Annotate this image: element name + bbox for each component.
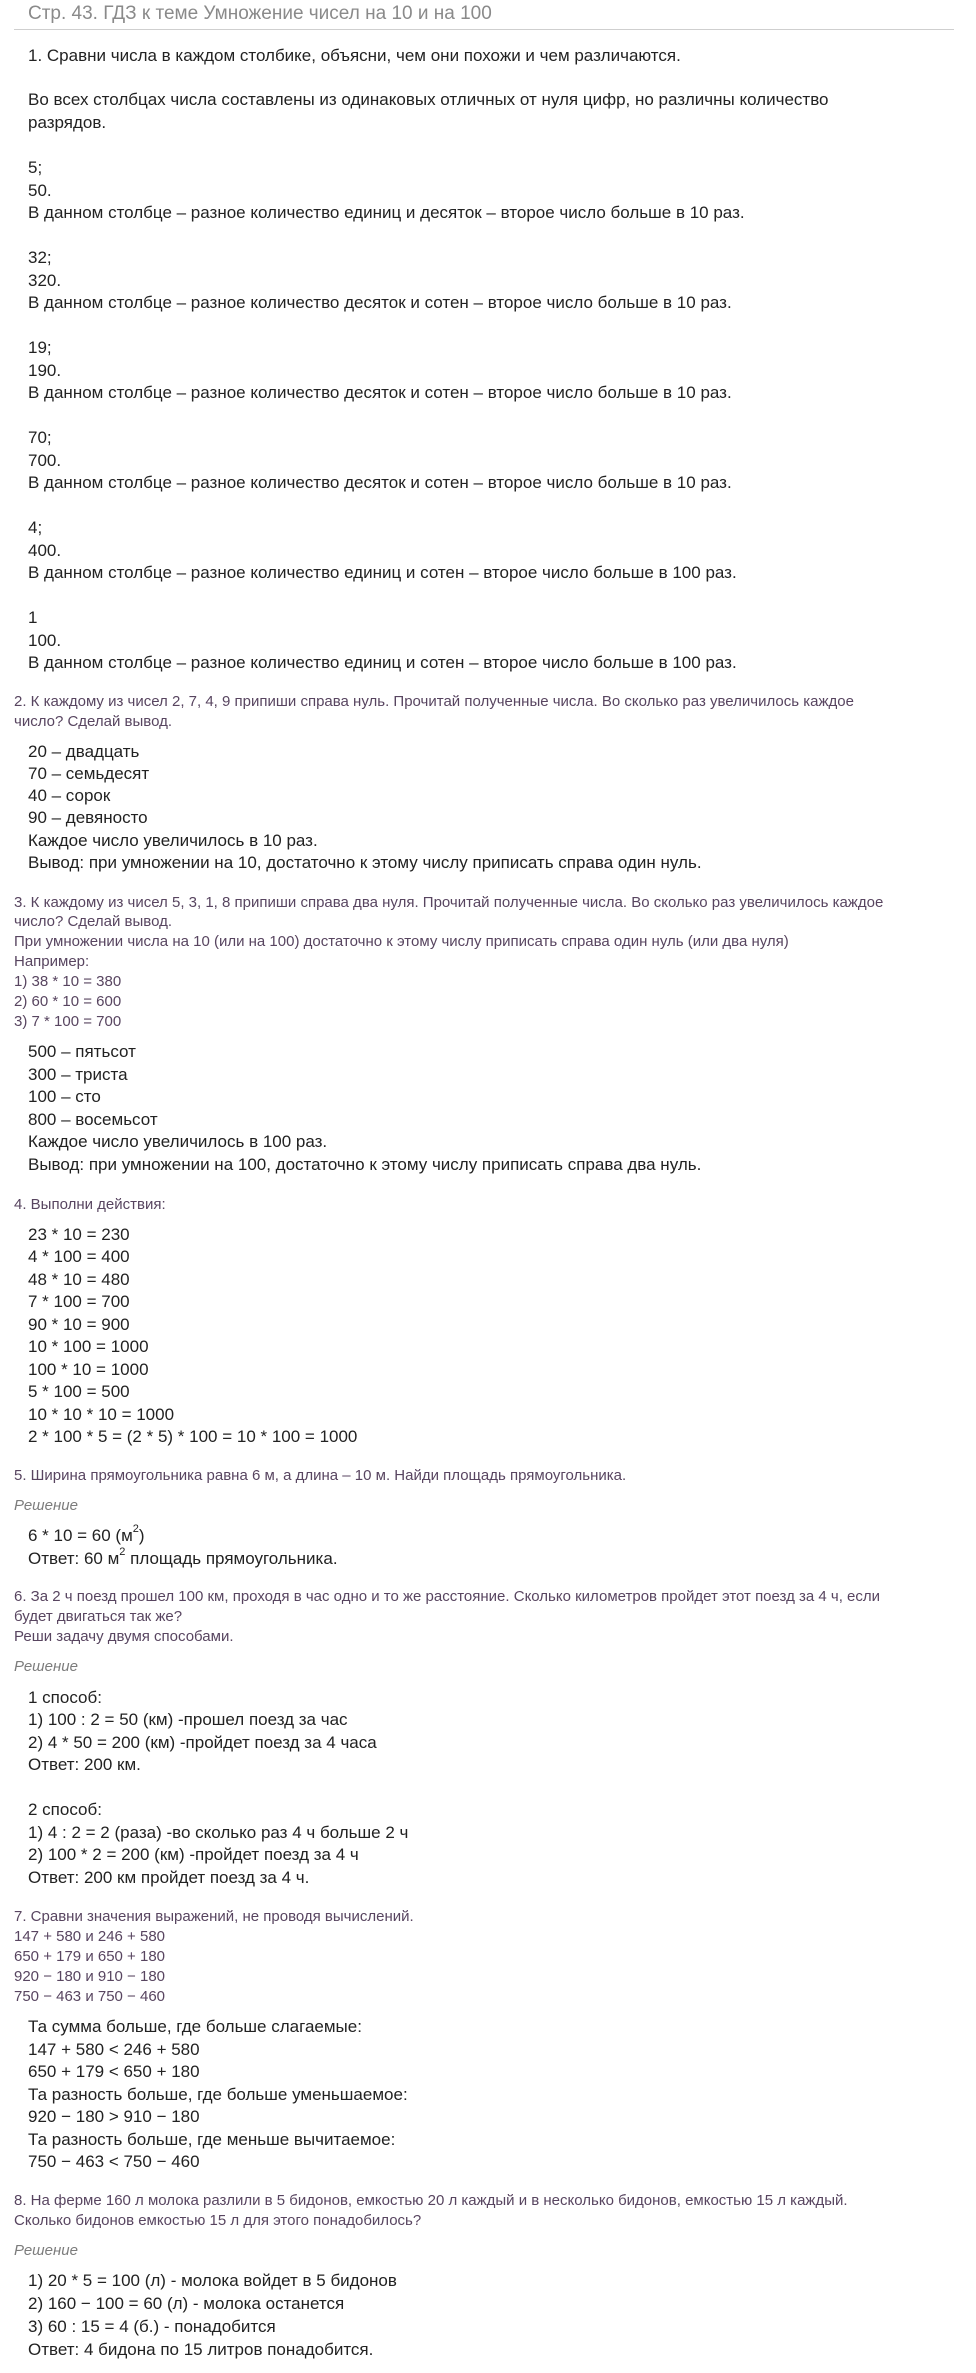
line-text: В данном столбце – разное количество единиц и сотен – второе число больше в 100 раз. [28, 563, 737, 582]
line-text: 5. Ширина прямоугольника равна 6 м, а длина – 10 м. Найди площадь прямоугольника. [14, 1467, 627, 1484]
answer-line [28, 271, 61, 291]
answer-line [28, 742, 139, 762]
line-text: Ответ: 60 м [28, 1549, 120, 1568]
line-text: 10 * 100 = 1000 [28, 1337, 149, 1356]
line-text: 920 − 180 > 910 − 180 [28, 2107, 200, 2126]
line-text: Ответ: 200 км. [28, 1755, 141, 1774]
line-text: 70; [28, 428, 52, 447]
line-text: 3. К каждому из чисел 5, 3, 1, 8 припиши справа два нуля. Прочитай полученные числа. Во сколько раз увеличилось каждое [14, 894, 884, 911]
task-text [14, 1988, 165, 2005]
line-text: В данном столбце – разное количество десяток и сотен – второе число больше в 10 раз. [28, 293, 732, 312]
line-text: Во всех столбцах числа составлены из одинаковых отличных от нуля цифр, но различны количество [28, 90, 829, 109]
answer-line [28, 2017, 362, 2037]
line-text: 100 * 10 = 1000 [28, 1360, 149, 1379]
answer-line [28, 1225, 130, 1245]
line-text: 19; [28, 338, 52, 357]
answer-line [28, 1688, 102, 1708]
line-text: 90 * 10 = 900 [28, 1315, 130, 1334]
line-text: Например: [14, 953, 90, 970]
line-text: Решение [14, 1658, 78, 1675]
answer-line [28, 653, 737, 673]
line-text: Решение [14, 2242, 78, 2259]
line-text: Реши задачу двумя способами. [14, 1628, 234, 1645]
page-title: Стр. 43. ГДЗ к теме Умножение чисел на 10 и на 100 [28, 3, 492, 24]
line-text: 40 – сорок [28, 786, 111, 805]
line-text: В данном столбце – разное количество единиц и сотен – второе число больше в 100 раз. [28, 653, 737, 672]
answer-line [28, 764, 149, 784]
answer-line [28, 608, 37, 628]
answer-line [28, 383, 732, 403]
line-text: В данном столбце – разное количество единиц и десяток – второе число больше в 10 раз. [28, 203, 745, 222]
line-text: 5; [28, 158, 43, 177]
answer-line [28, 1733, 377, 1753]
line-text: 100. [28, 631, 62, 650]
line-text: 1 [28, 608, 38, 627]
line-text: Ответ: 4 бидона по 15 литров понадобится. [28, 2340, 374, 2359]
answer-line [28, 2085, 408, 2105]
task-text [14, 1628, 234, 1645]
line-text: 1) 20 * 5 = 100 (л) - молока войдет в 5 бидонов [28, 2271, 397, 2290]
answer-line [28, 2107, 200, 2127]
line-text: 2 * 100 * 5 = (2 * 5) * 100 = 10 * 100 = 1000 [28, 1427, 358, 1446]
task-text [14, 713, 172, 730]
answer-line [28, 541, 61, 561]
task-text [14, 933, 789, 950]
line-text: 300 – триста [28, 1065, 128, 1084]
answer-line [28, 203, 745, 223]
line-text: 70 – семьдесят [28, 764, 150, 783]
line-text: 147 + 580 и 246 + 580 [14, 1928, 166, 1945]
answer-line [28, 1755, 141, 1775]
answer-line [28, 1337, 149, 1357]
line-text: 2) 100 * 2 = 200 (км) -пройдет поезд за 4 ч [28, 1845, 359, 1864]
answer-line [28, 361, 61, 381]
answer-line [28, 1800, 102, 1820]
answer-line [28, 1315, 130, 1335]
line-text: 3) 60 : 15 = 4 (б.) - понадобится [28, 2317, 276, 2336]
answer-line [28, 1546, 338, 1569]
task-text [14, 1608, 182, 1625]
task-text [14, 1948, 165, 1965]
answer-line [28, 1823, 408, 1843]
line-text: разрядов. [28, 113, 107, 132]
line-text: 48 * 10 = 480 [28, 1270, 130, 1289]
task-text [14, 1908, 414, 1925]
task-text [14, 913, 172, 930]
answer-line [28, 1382, 130, 1402]
answer-line [28, 2062, 200, 2082]
task-text [14, 993, 121, 1010]
answer-line [28, 428, 52, 448]
task-text [14, 1196, 166, 1213]
line-text: 8. На ферме 160 л молока разлили в 5 бидонов, емкостью 20 л каждый и в несколько бидонов, емкостью 15 л каждый. [14, 2192, 848, 2209]
line-text: 147 + 580 < 246 + 580 [28, 2040, 200, 2059]
line-text: 920 − 180 и 910 − 180 [14, 1968, 166, 1985]
line-text: 650 + 179 < 650 + 180 [28, 2062, 200, 2081]
task-text [14, 1013, 121, 1030]
task-text [14, 1968, 165, 1985]
answer-line [28, 563, 737, 583]
answer-line [28, 2130, 395, 2150]
line-text: 7. Сравни значения выражений, не проводя вычислений. [14, 1908, 414, 1925]
answer-line [28, 808, 148, 828]
line-text: 10 * 10 * 10 = 1000 [28, 1405, 175, 1424]
line-text: 90 – девяносто [28, 808, 148, 827]
answer-line [28, 631, 61, 651]
solution-label [14, 1497, 78, 1514]
line-text: 800 – восемьсот [28, 1110, 158, 1129]
line-text: Сколько бидонов емкостью 15 л для этого понадобилось? [14, 2212, 422, 2229]
line-text: 650 + 179 и 650 + 180 [14, 1948, 166, 1965]
answer-line [28, 1523, 145, 1546]
line-text: Та разность больше, где больше уменьшаемое: [28, 2085, 408, 2104]
answer-line [28, 1270, 130, 1290]
answer-line [28, 1042, 136, 1062]
answer-line [28, 473, 732, 493]
line-text: число? Сделай вывод. [14, 713, 173, 730]
task-text [14, 1928, 165, 1945]
line-text: 23 * 10 = 230 [28, 1225, 130, 1244]
line-text: 2) 4 * 50 = 200 (км) -пройдет поезд за 4 часа [28, 1733, 377, 1752]
answer-line [28, 338, 52, 358]
answer-line [28, 1065, 128, 1085]
answer-line [28, 1845, 359, 1865]
line-text: Решение [14, 1497, 78, 1514]
task-text [14, 693, 854, 710]
line-text: 190. [28, 361, 62, 380]
answer-line [28, 1110, 158, 1130]
answer-line [28, 1360, 149, 1380]
line-text: 5 * 100 = 500 [28, 1382, 130, 1401]
task-text [14, 2192, 848, 2209]
answer-line [28, 90, 829, 110]
line-text: 700. [28, 451, 62, 470]
line-text: 1) 4 : 2 = 2 (раза) -во сколько раз 4 ч больше 2 ч [28, 1823, 409, 1842]
line-text: 750 − 463 < 750 − 460 [28, 2152, 200, 2171]
answer-line [28, 181, 52, 201]
line-text: Та сумма больше, где больше слагаемые: [28, 2017, 362, 2036]
answer-line [28, 1868, 309, 1888]
answer-line [28, 46, 681, 66]
line-text: 2) 160 − 100 = 60 (л) - молока останется [28, 2294, 345, 2313]
line-text: Та разность больше, где меньше вычитаемое: [28, 2130, 396, 2149]
answer-line [28, 1405, 174, 1425]
answer-line [28, 451, 61, 471]
line-text: 20 – двадцать [28, 742, 140, 761]
answer-line [28, 2040, 200, 2060]
line-text: 100 – сто [28, 1087, 101, 1106]
line-text: В данном столбце – разное количество десяток и сотен – второе число больше в 10 раз. [28, 383, 732, 402]
line-text: 6. За 2 ч поезд прошел 100 км, проходя в час одно и то же расстояние. Сколько километров пройдет этот поезд за 4 ч, если [14, 1588, 881, 1605]
line-text: В данном столбце – разное количество десяток и сотен – второе число больше в 10 раз. [28, 473, 732, 492]
answer-line [28, 2294, 344, 2314]
line-text: 7 * 100 = 700 [28, 1292, 130, 1311]
answer-line [28, 1292, 130, 1312]
answer-line [28, 1155, 701, 1175]
line-text: Ответ: 200 км пройдет поезд за 4 ч. [28, 1868, 310, 1887]
line-text: 400. [28, 541, 62, 560]
solution-label [14, 2242, 78, 2259]
answer-line [28, 248, 52, 268]
line-text: Вывод: при умножении на 10, достаточно к этому числу приписать справа один нуль. [28, 853, 702, 872]
line-text: 3) 7 * 100 = 700 [14, 1013, 122, 1030]
line-text: 1 способ: [28, 1688, 102, 1707]
answer-line [28, 158, 42, 178]
answer-line [28, 1427, 357, 1447]
line-text: 750 − 463 и 750 − 460 [14, 1988, 166, 2005]
solution-label [14, 1658, 78, 1675]
answer-line [28, 2152, 200, 2172]
answer-line [28, 293, 732, 313]
answer-line [28, 518, 42, 538]
answer-line [28, 2317, 276, 2337]
line-text: 1) 38 * 10 = 380 [14, 973, 122, 990]
line-text: Вывод: при умножении на 100, достаточно к этому числу приписать справа два нуль. [28, 1155, 702, 1174]
line-text: число? Сделай вывод. [14, 913, 173, 930]
line-text: 32; [28, 248, 52, 267]
answer-line [28, 1247, 130, 1267]
line-text: 1. Сравни числа в каждом столбике, объясни, чем они похожи и чем различаются. [28, 46, 681, 65]
line-text: Каждое число увеличилось в 10 раз. [28, 831, 318, 850]
answer-line [28, 113, 106, 133]
task-text [14, 894, 883, 911]
answer-line [28, 2340, 373, 2360]
task-text [14, 973, 121, 990]
answer-line [28, 1087, 101, 1107]
line-text: Каждое число увеличилось в 100 раз. [28, 1132, 328, 1151]
line-text: При умножении числа на 10 (или на 100) достаточно к этому числу приписать справа один нуль (или два нуля) [14, 933, 789, 950]
line-text: будет двигаться так же? [14, 1608, 183, 1625]
line-text-tail: площадь прямоугольника. [125, 1549, 338, 1568]
task-text [14, 953, 89, 970]
line-text: 1) 100 : 2 = 50 (км) -прошел поезд за час [28, 1710, 348, 1729]
line-text: 4. Выполни действия: [14, 1196, 166, 1213]
task-text [14, 1588, 880, 1605]
line-text-tail: ) [138, 1526, 145, 1545]
line-text: 4 * 100 = 400 [28, 1247, 130, 1266]
line-text: 320. [28, 271, 62, 290]
answer-line [28, 1132, 327, 1152]
line-text: 2 способ: [28, 1800, 102, 1819]
title-divider [14, 29, 954, 30]
task-text [14, 2212, 421, 2229]
answer-line [28, 2271, 397, 2291]
answer-line [28, 786, 110, 806]
line-text: 50. [28, 181, 52, 200]
line-text: 4; [28, 518, 43, 537]
superscript: 2 [119, 1546, 126, 1558]
task-text [14, 1467, 626, 1484]
line-text: 6 * 10 = 60 (м [28, 1526, 133, 1545]
superscript: 2 [132, 1523, 139, 1535]
line-text: 500 – пятьсот [28, 1042, 136, 1061]
line-text: 2) 60 * 10 = 600 [14, 993, 122, 1010]
answer-line [28, 853, 702, 873]
answer-line [28, 831, 318, 851]
line-text: 2. К каждому из чисел 2, 7, 4, 9 припиши справа нуль. Прочитай полученные числа. Во сколько раз увеличилось каждое [14, 693, 854, 710]
answer-line [28, 1710, 348, 1730]
